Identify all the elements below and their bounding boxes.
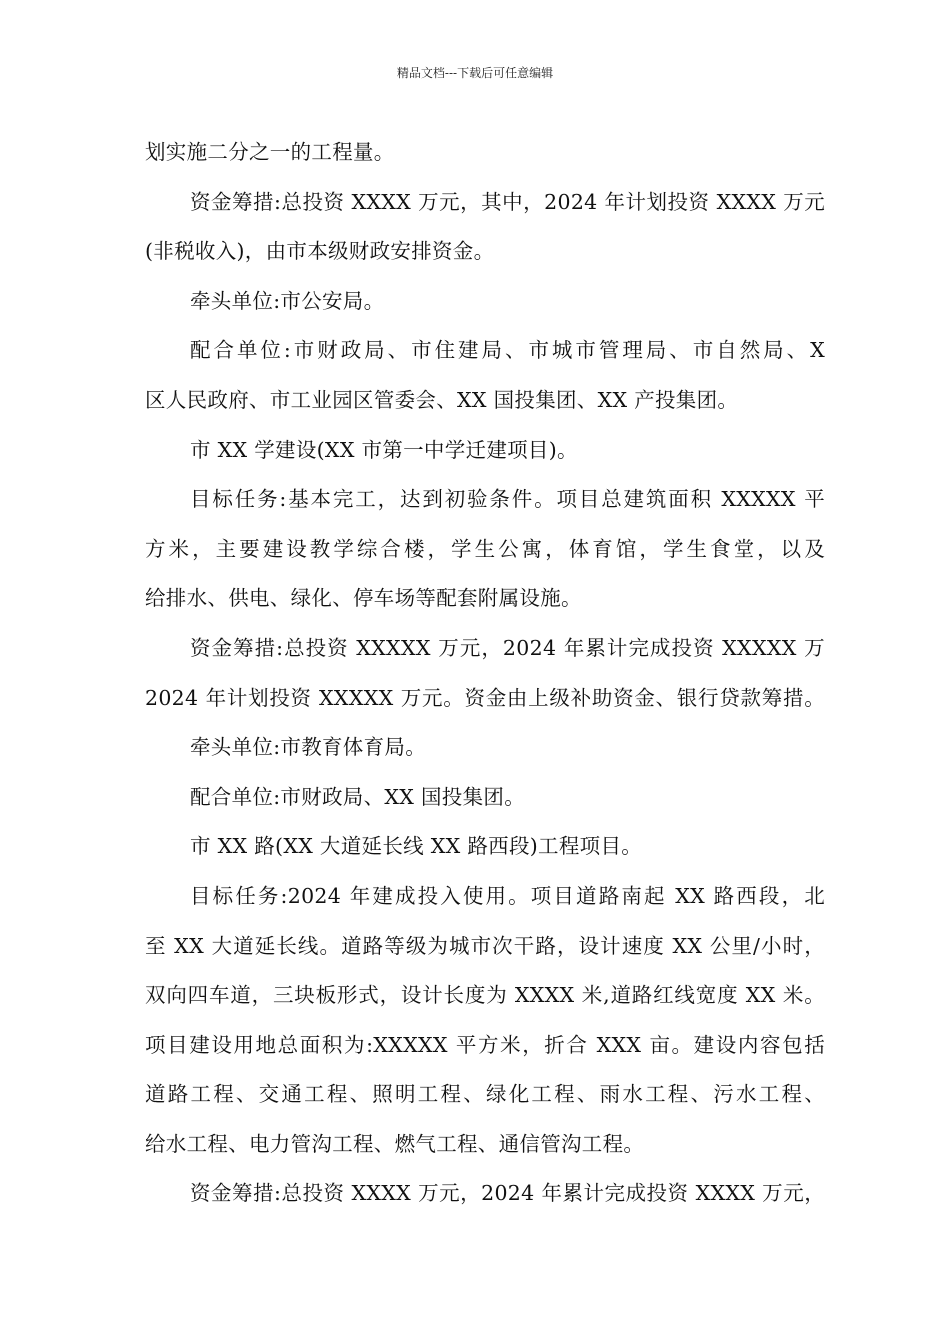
- document-body: [145, 128, 825, 1219]
- paragraph-line: 给排水、供电、绿化、停车场等配套附属设施。: [145, 586, 582, 611]
- paragraph-line: 资金筹措:总投资 XXXXX 万元，2024 年累计完成投资 XXXXX 万: [190, 635, 825, 660]
- paragraph-line: 目标任务:基本完工，达到初验条件。项目总建筑面积 XXXXX 平: [190, 487, 825, 512]
- paragraph-line: 资金筹措:总投资 XXXX 万元，2024 年累计完成投资 XXXX 万元，: [190, 1181, 825, 1206]
- paragraph-line: 市 XX 学建设(XX 市第一中学迁建项目)。: [190, 437, 578, 462]
- paragraph-line: 牵头单位:市公安局。: [190, 288, 385, 313]
- paragraph-line: 项目建设用地总面积为:XXXXX 平方米，折合 XXX 亩。建设内容包括: [145, 1032, 825, 1057]
- paragraph-line: (非税收入)，由市本级财政安排资金。: [145, 239, 495, 264]
- paragraph-line: 划实施二分之一的工程量。: [145, 140, 395, 164]
- paragraph-line: 牵头单位:市教育体育局。: [190, 735, 427, 760]
- page-header: 精品文档---下载后可任意编辑: [396, 66, 554, 80]
- paragraph-line: 配合单位:市财政局、市住建局、市城市管理局、市自然局、X: [190, 338, 825, 363]
- paragraph-line: 方米，主要建设教学综合楼，学生公寓，体育馆，学生食堂，以及: [145, 536, 825, 561]
- paragraph-line: 市 XX 路(XX 大道延长线 XX 路西段)工程项目。: [190, 834, 643, 859]
- paragraph-line: 至 XX 大道延长线。道路等级为城市次干路，设计速度 XX 公里/小时，: [145, 933, 825, 958]
- paragraph-line: 区人民政府、市工业园区管委会、XX 国投集团、XX 产投集团。: [145, 387, 739, 412]
- paragraph-line: 资金筹措:总投资 XXXX 万元，其中，2024 年计划投资 XXXX 万元: [190, 189, 825, 214]
- paragraph-line: 双向四车道，三块板形式，设计长度为 XXXX 米,道路红线宽度 XX 米。: [145, 983, 825, 1008]
- paragraph-line: 目标任务:2024 年建成投入使用。项目道路南起 XX 路西段，北: [190, 883, 825, 908]
- paragraph-line: 道路工程、交通工程、照明工程、绿化工程、雨水工程、污水工程、: [145, 1082, 825, 1107]
- paragraph-line: 2024 年计划投资 XXXXX 万元。资金由上级补助资金、银行贷款筹措。: [145, 685, 825, 710]
- paragraph-line: 给水工程、电力管沟工程、燃气工程、通信管沟工程。: [145, 1131, 645, 1156]
- paragraph-line: 配合单位:市财政局、XX 国投集团。: [190, 784, 526, 809]
